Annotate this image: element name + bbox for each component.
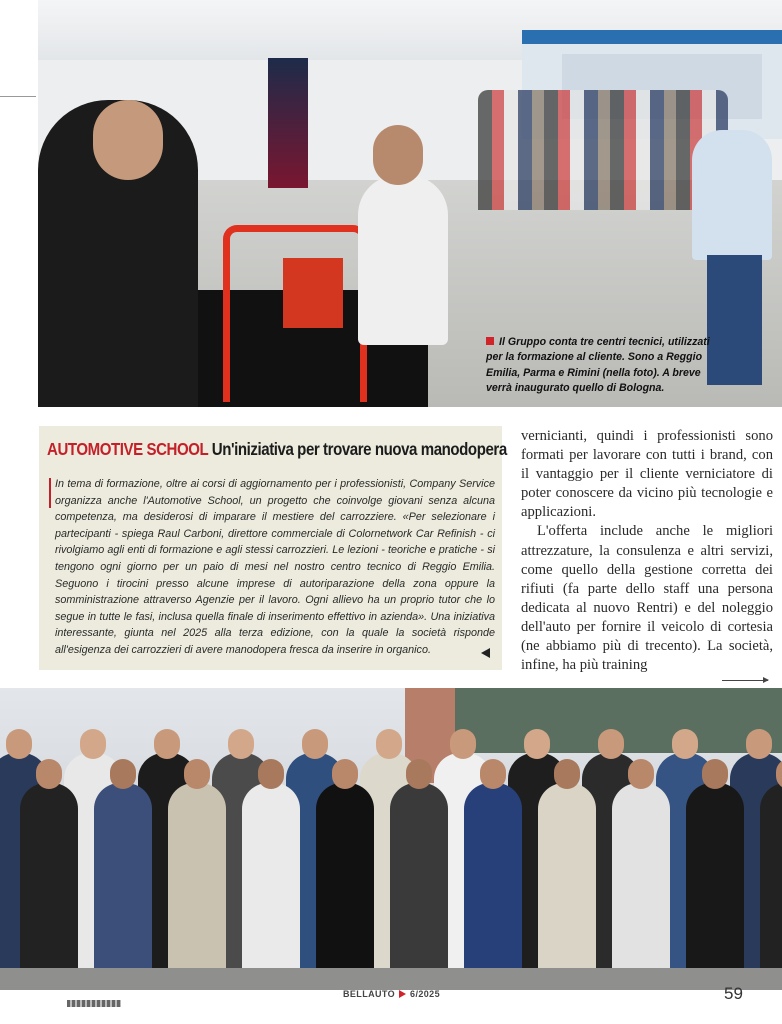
team-member-head: [554, 759, 580, 789]
photo-caption-text: Il Gruppo conta tre centri tecnici, utilizzati per la formazione al cliente. Sono a Reggio Emilia, Parma e Rimini (nella foto). A breve verrà inaugurato quello di Bologna.: [486, 336, 710, 394]
box-accent-bar: [49, 478, 51, 508]
team-member-head: [154, 729, 180, 759]
caption-square-icon: [486, 337, 494, 345]
workshop-photo: [38, 0, 782, 407]
team-member-head: [524, 729, 550, 759]
team-member: [686, 783, 744, 968]
team-member-head: [80, 729, 106, 759]
box-title-dark: Un'iniziativa per trovare nuova manodopera: [211, 439, 507, 459]
box-title: [47, 439, 507, 460]
box-title-red: AUTOMOTIVE SCHOOL: [47, 439, 209, 459]
article-column: [521, 427, 773, 675]
margin-rule: [0, 96, 36, 97]
team-member-head: [628, 759, 654, 789]
team-member-head: [184, 759, 210, 789]
team-member: [316, 783, 374, 968]
photo-rollup-banner: [268, 58, 308, 188]
photo-red-equipment-box: [283, 258, 343, 328]
magazine-line: [343, 989, 440, 999]
photo-credit-plate: [67, 1000, 121, 1007]
team-member: [20, 783, 78, 968]
box-body: [49, 476, 495, 659]
team-member-head: [702, 759, 728, 789]
column-paragraph-1: vernicianti, quindi i professionisti sono formati per lavorare con tutti i brand, con il vantaggio per il cliente verniciatore di poter conoscere da vicino più tecnologie e applicazioni.: [521, 428, 773, 521]
photo-team: [0, 723, 782, 968]
photo-man-head: [93, 100, 163, 180]
team-member-head: [6, 729, 32, 759]
group-photo: [0, 688, 782, 990]
team-member-head: [450, 729, 476, 759]
team-member-head: [598, 729, 624, 759]
team-member-head: [332, 759, 358, 789]
team-member-head: [258, 759, 284, 789]
photo-man-head: [373, 125, 423, 185]
team-member-head: [302, 729, 328, 759]
photo-caption: [486, 335, 716, 396]
team-member: [760, 783, 782, 968]
team-member: [94, 783, 152, 968]
end-triangle-icon: [481, 648, 490, 658]
photo-man-blue-shirt: [692, 130, 772, 260]
team-member-head: [746, 729, 772, 759]
team-member: [464, 783, 522, 968]
magazine-name: BELLAUTO: [343, 989, 396, 999]
sidebar-box: [39, 426, 507, 670]
column-paragraph-2: L'offerta include anche le migliori attrezzature, la consulenza e altri servizi, come quello della gestione corretta dei rifiuti (fa parte dello staff una persona dedicata al nuovo Rentri) e del noleggio dell'auto per fornire il veicolo di cortesia (ne abbiamo più di trecento). La società, infine, ha più training: [521, 523, 773, 674]
magazine-issue: 6/2025: [410, 989, 440, 999]
team-member-head: [480, 759, 506, 789]
team-member-head: [110, 759, 136, 789]
team-member-head: [228, 729, 254, 759]
team-member: [612, 783, 670, 968]
team-member: [242, 783, 300, 968]
team-member: [538, 783, 596, 968]
footer-triangle-icon: [399, 990, 406, 998]
team-member: [390, 783, 448, 968]
photo-man-white-shirt: [358, 175, 448, 345]
photo-crowd: [478, 90, 728, 210]
team-member-head: [406, 759, 432, 789]
box-paragraph: In tema di formazione, oltre ai corsi di aggiornamento per i professionisti, Company Service organizza anche l'Automotive School, un progetto che coinvolge giovani senza alcuna competenza, ma desiderosi di imparare il mestiere del carrozziere. «Per selezionare i partecipanti - spiega Raul Carboni, direttore commerciale di Colornetwork Car Refinish - ci rivolgiamo agli enti di formazione e agli stessi carrozzieri. Le lezioni - teoriche e pratiche - si tengono ogni giorno per un paio di mesi nel nostro centro tecnico di Reggio Emilia. Seguono i tirocini presso alcune imprese di autoriparazione della zona oppure la somministrazione attraverso Agenzie per il lavoro. Ogni allievo ha un proprio tutor che lo segue in tutte le fasi, inclusa quella finale di inserimento effettivo in azienda». Una iniziativa interessante, giunta nel 2025 alla terza edizione, con la quale la società risponde all'esigenza dei carrozzieri di avere manodopera fresca da inserire in organico.: [55, 478, 495, 656]
team-member-head: [672, 729, 698, 759]
team-member-head: [36, 759, 62, 789]
page-number: 59: [724, 984, 743, 1003]
team-member: [168, 783, 226, 968]
continue-arrow-icon: [722, 680, 768, 681]
team-member-head: [376, 729, 402, 759]
